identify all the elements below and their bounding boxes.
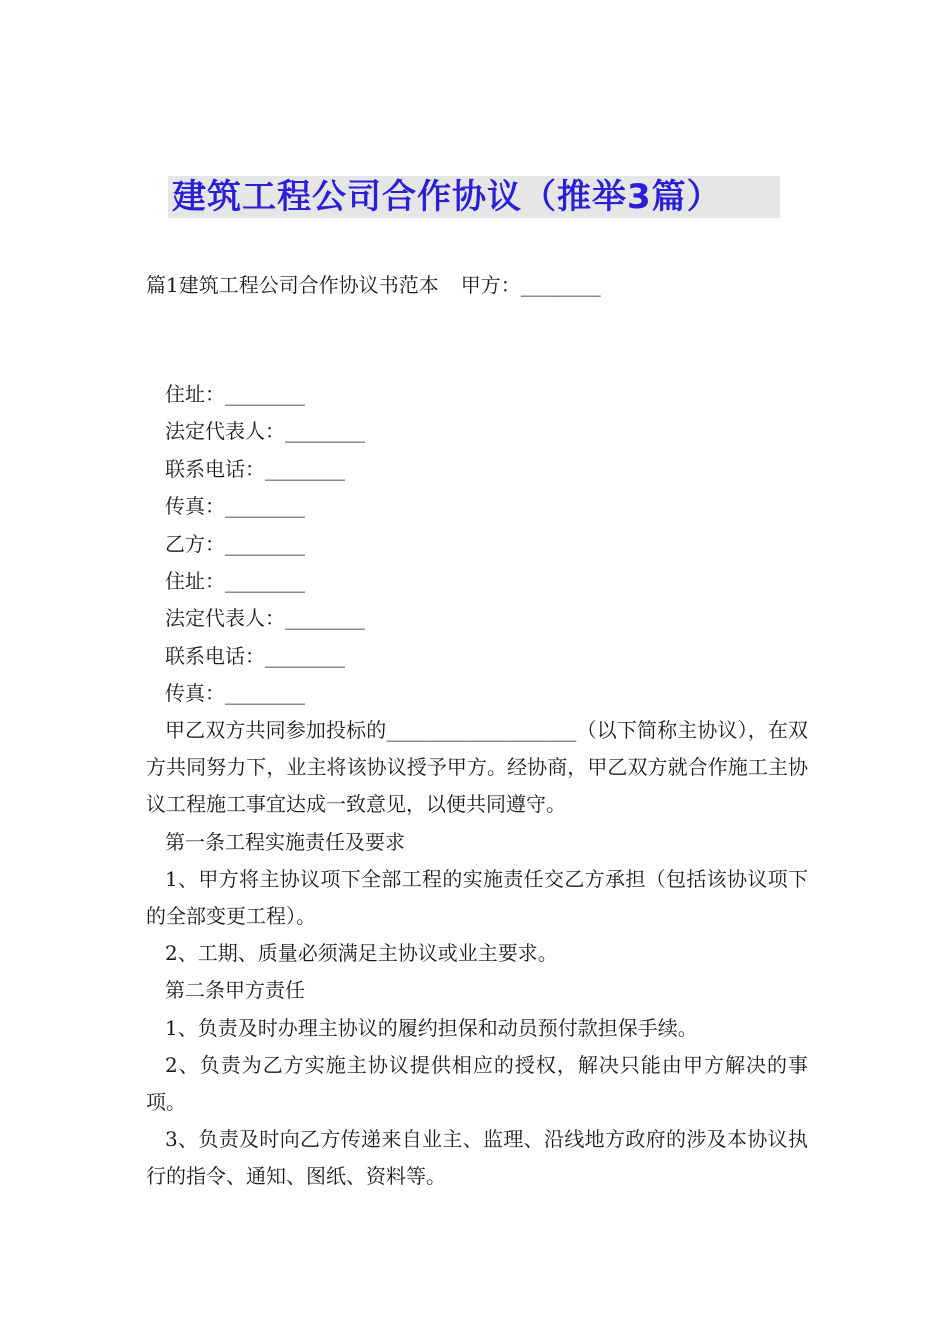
section-heading: 篇1建筑工程公司合作协议书范本 (146, 273, 439, 297)
field-party-b-phone: 联系电话：________ (165, 643, 345, 668)
paragraph-preamble: 甲乙双方共同参加投标的___________________（以下简称主协议），在双方共同努力下，业主将该协议授予甲方。经协商，甲乙双方就合作施工主协议工程施工事宜达成一致意见，以便共同遵守。 (146, 718, 808, 817)
intro-line (146, 270, 601, 300)
clause-2-3: 3、负责及时向乙方传递来自业主、监理、沿线地方政府的涉及本协议执行的指令、通知、图纸、资料等。 (146, 1127, 808, 1189)
field-party-b-fax: 传真：________ (165, 681, 305, 706)
field-party-a-phone: 联系电话：________ (165, 456, 345, 481)
field-party-b-address: 住址：________ (165, 568, 305, 593)
clause-2-2: 2、负责为乙方实施主协议提供相应的授权，解决只能由甲方解决的事项。 (146, 1052, 808, 1115)
party-info-list (165, 376, 365, 713)
field-party-a-fax: 传真：________ (165, 494, 305, 519)
document-title: 建筑工程公司合作协议（推举3篇） (172, 177, 722, 217)
article-heading-1: 第一条工程实施责任及要求 (165, 829, 405, 854)
field-party-a-representative: 法定代表人：________ (165, 419, 365, 444)
clause-2-1: 1、负责及时办理主协议的履约担保和动员预付款担保手续。 (165, 1015, 698, 1040)
agreement-body (146, 712, 808, 1196)
party-a-field: 甲方：________ (460, 273, 601, 297)
clause-1-2: 2、工期、质量必须满足主协议或业主要求。 (165, 941, 558, 966)
article-heading-2: 第二条甲方责任 (165, 978, 305, 1003)
field-party-a-address: 住址：________ (165, 382, 305, 406)
clause-1-1: 1、甲方将主协议项下全部工程的实施责任交乙方承担（包括该协议项下的全部变更工程）。 (146, 866, 808, 929)
field-party-b: 乙方：________ (165, 531, 305, 556)
field-party-b-representative: 法定代表人：________ (165, 606, 365, 631)
